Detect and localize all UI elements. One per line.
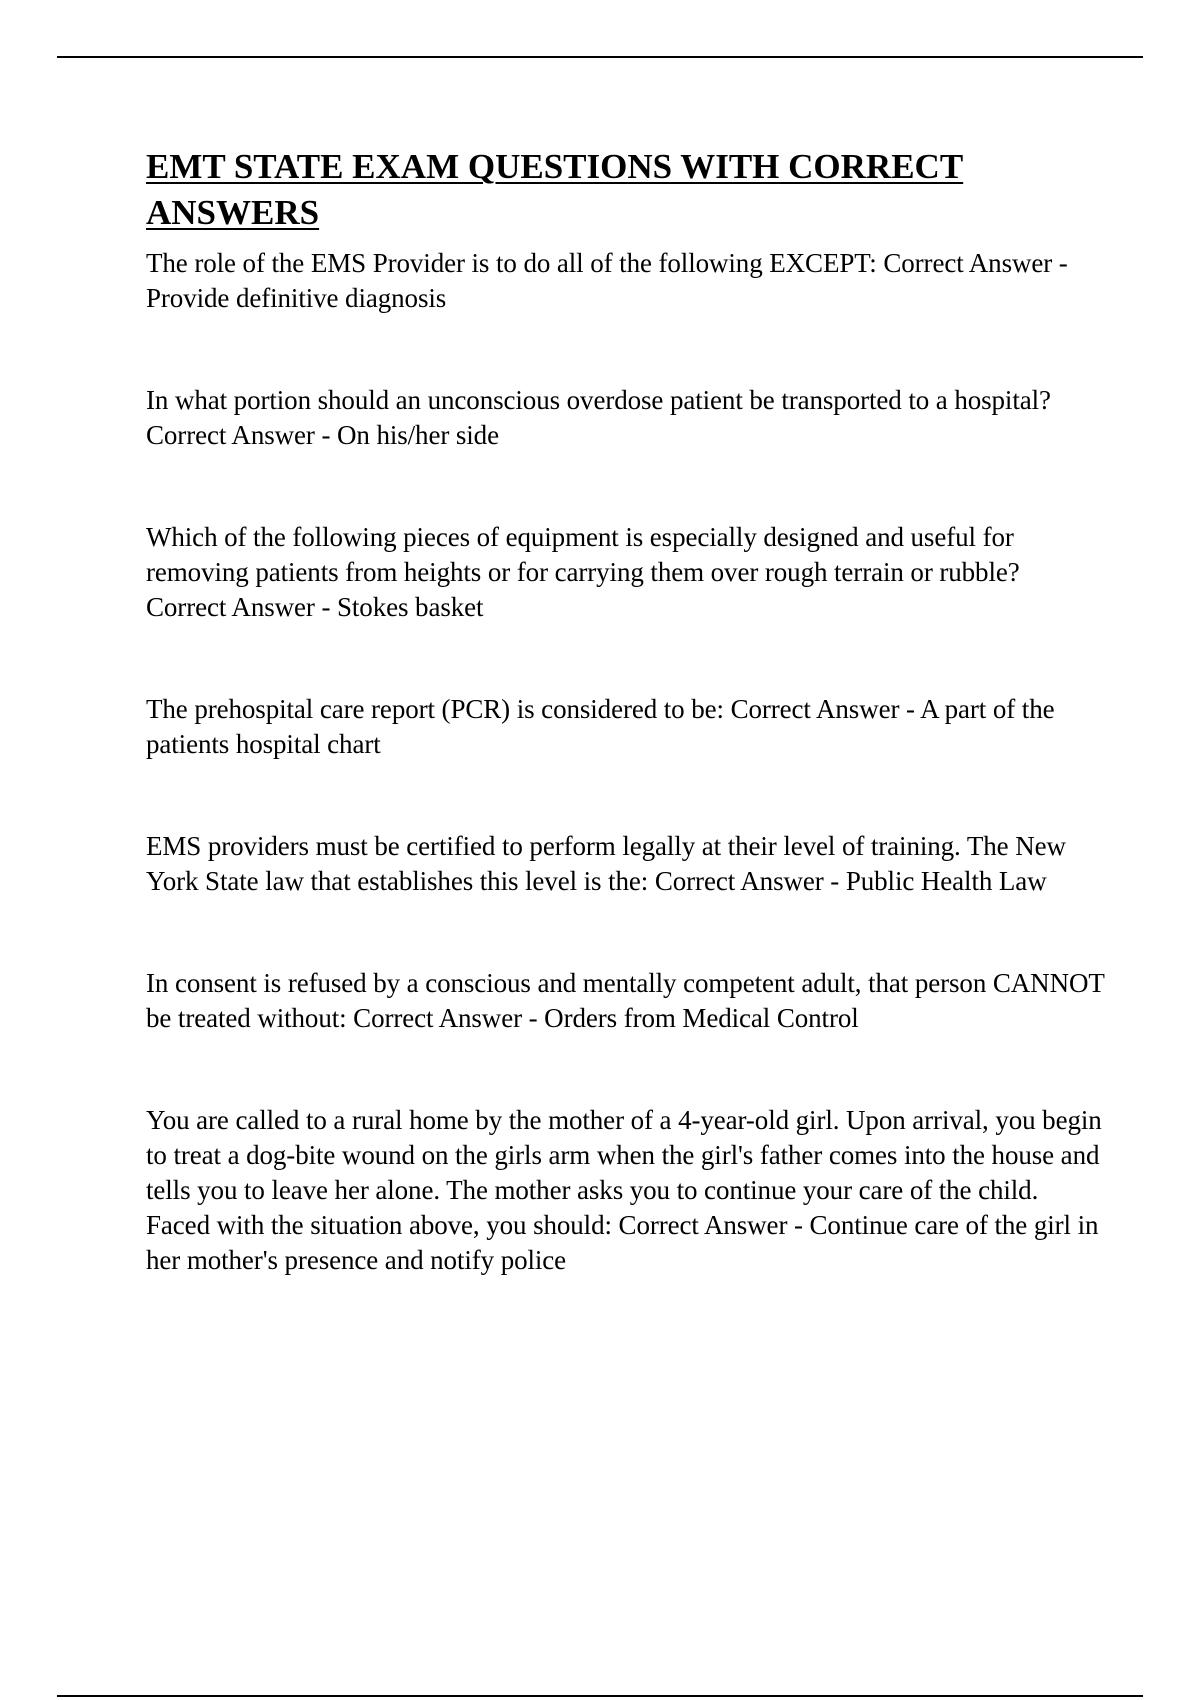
qa-item: In what portion should an unconscious overdose patient be transported to a hospital? Correct Answer - On his/her side	[146, 385, 1051, 450]
qa-item: In consent is refused by a conscious and mentally competent adult, that person CANNOT be treated without: Correct Answer - Orders from Medical Control	[146, 968, 1105, 1033]
qa-item: Which of the following pieces of equipment is especially designed and useful for removing patients from heights or for carrying them over rough terrain or rubble? Correct Answer - Stokes basket	[146, 522, 1020, 622]
qa-item: EMS providers must be certified to perform legally at their level of training. The New York State law that establishes this level is the: Correct Answer - Public Health Law	[146, 831, 1066, 896]
qa-list	[146, 246, 1106, 1278]
document-title: EMT STATE EXAM QUESTIONS WITH CORRECT ANSWERS	[146, 147, 964, 232]
top-divider	[57, 56, 1143, 58]
qa-item: You are called to a rural home by the mother of a 4-year-old girl. Upon arrival, you begin to treat a dog-bite wound on the girls arm when the girl's father comes into the house and tells you to leave her alone. The mother asks you to continue your care of the child. Faced with the situation above, you should: Correct Answer - Continue care of the girl in her mother's presence and notify police	[146, 1105, 1102, 1275]
qa-item: The role of the EMS Provider is to do all of the following EXCEPT: Correct Answer - Provide definitive diagnosis	[146, 248, 1068, 313]
document-body	[146, 144, 1106, 1278]
qa-item: The prehospital care report (PCR) is considered to be: Correct Answer - A part of the patients hospital chart	[146, 694, 1055, 759]
bottom-divider	[57, 1695, 1143, 1697]
